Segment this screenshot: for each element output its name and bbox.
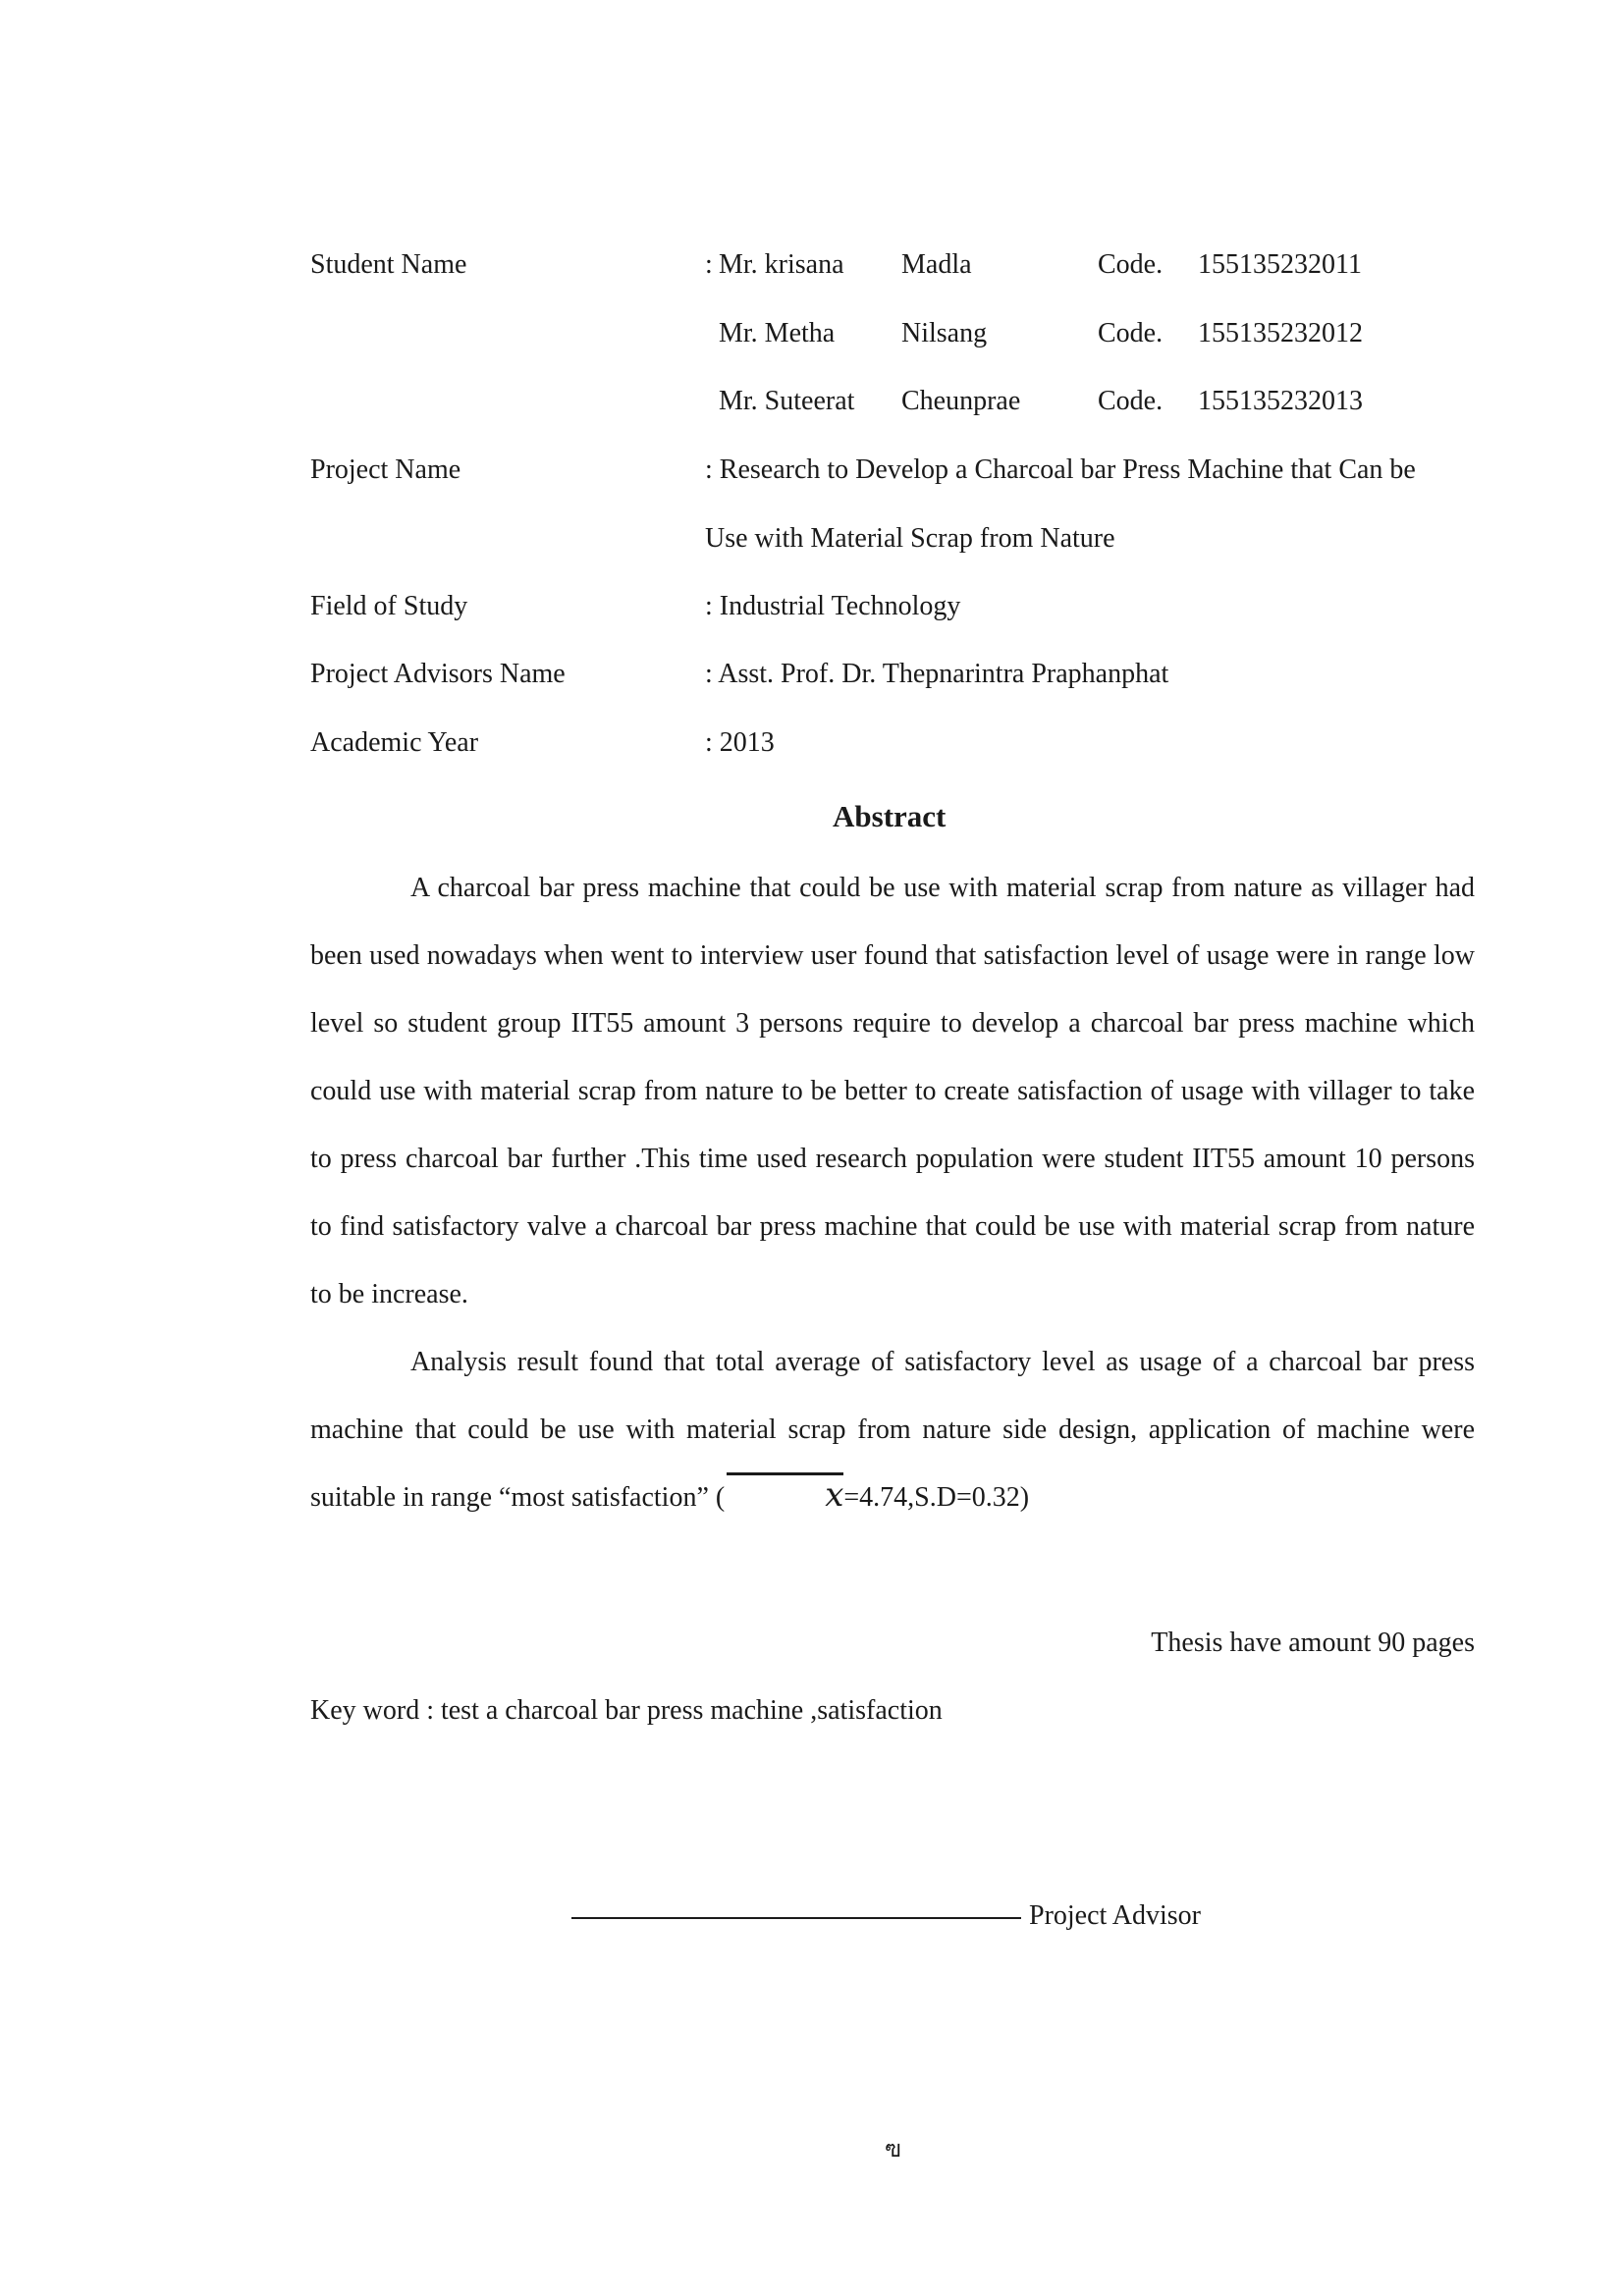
abstract-paragraph-2-stats: =4.74,S.D=0.32) bbox=[843, 1482, 1030, 1513]
student-1-title: Mr. krisana bbox=[719, 249, 844, 280]
thesis-pages-note: Thesis have amount 90 pages bbox=[1151, 1628, 1475, 1658]
advisor-label: Project Advisors Name bbox=[310, 659, 566, 689]
abstract-paragraph-2 bbox=[310, 1328, 1475, 1531]
field-of-study-label: Field of Study bbox=[310, 591, 468, 621]
keywords: Key word : test a charcoal bar press machine ,satisfaction bbox=[310, 1695, 943, 1726]
student-1-code-label: Code. bbox=[1098, 249, 1164, 280]
project-name-line-2: Use with Material Scrap from Nature bbox=[705, 523, 1115, 554]
signature-line bbox=[571, 1917, 1021, 1919]
abstract-title: Abstract bbox=[833, 799, 947, 833]
student-2-code-label: Code. bbox=[1098, 318, 1164, 348]
student-2-title: Mr. Metha bbox=[719, 318, 836, 348]
field-of-study-value: : Industrial Technology bbox=[705, 591, 961, 621]
student-3-title: Mr. Suteerat bbox=[719, 386, 855, 416]
student-3-last: Cheunprae bbox=[901, 386, 1021, 416]
student-3-code: 155135232013 bbox=[1198, 386, 1363, 416]
signature-label: Project Advisor bbox=[1029, 1900, 1201, 1931]
page-number: ฃ bbox=[885, 2137, 901, 2163]
student-2-last: Nilsang bbox=[901, 318, 988, 348]
project-name-label: Project Name bbox=[310, 454, 461, 485]
student-name-label: Student Name bbox=[310, 249, 467, 280]
project-name-line-1: : Research to Develop a Charcoal bar Press Machine that Can be bbox=[705, 454, 1416, 485]
student-3-code-label: Code. bbox=[1098, 386, 1164, 416]
mean-symbol: x bbox=[725, 1474, 843, 1512]
student-1-prefix: : bbox=[705, 249, 713, 280]
academic-year-label: Academic Year bbox=[310, 727, 479, 758]
student-1-last: Madla bbox=[901, 249, 972, 280]
advisor-value: : Asst. Prof. Dr. Thepnarintra Praphanphat bbox=[705, 659, 1169, 689]
student-1-code: 155135232011 bbox=[1198, 249, 1362, 280]
abstract-paragraph-1: A charcoal bar press machine that could be use with material scrap from nature as villager had been used nowadays when went to interview user found that satisfaction level of usage were in range low level so student group IIT55 amount 3 persons require to develop a charcoal bar press machine which could use with material scrap from nature to be better to create satisfaction of usage with villager to take to press charcoal bar further .This time used research population were student IIT55 amount 10 persons to find satisfactory valve a charcoal bar press machine that could be use with material scrap from nature to be increase. bbox=[310, 873, 1475, 1309]
academic-year-value: : 2013 bbox=[705, 727, 775, 758]
student-2-code: 155135232012 bbox=[1198, 318, 1363, 348]
abstract-paragraph-2-text: Analysis result found that total average of satisfactory level as usage of a charcoal bar press machine that could be use with material scrap from nature side design, application of machine were suitable in range “most satisfaction” ( bbox=[310, 1347, 1475, 1513]
